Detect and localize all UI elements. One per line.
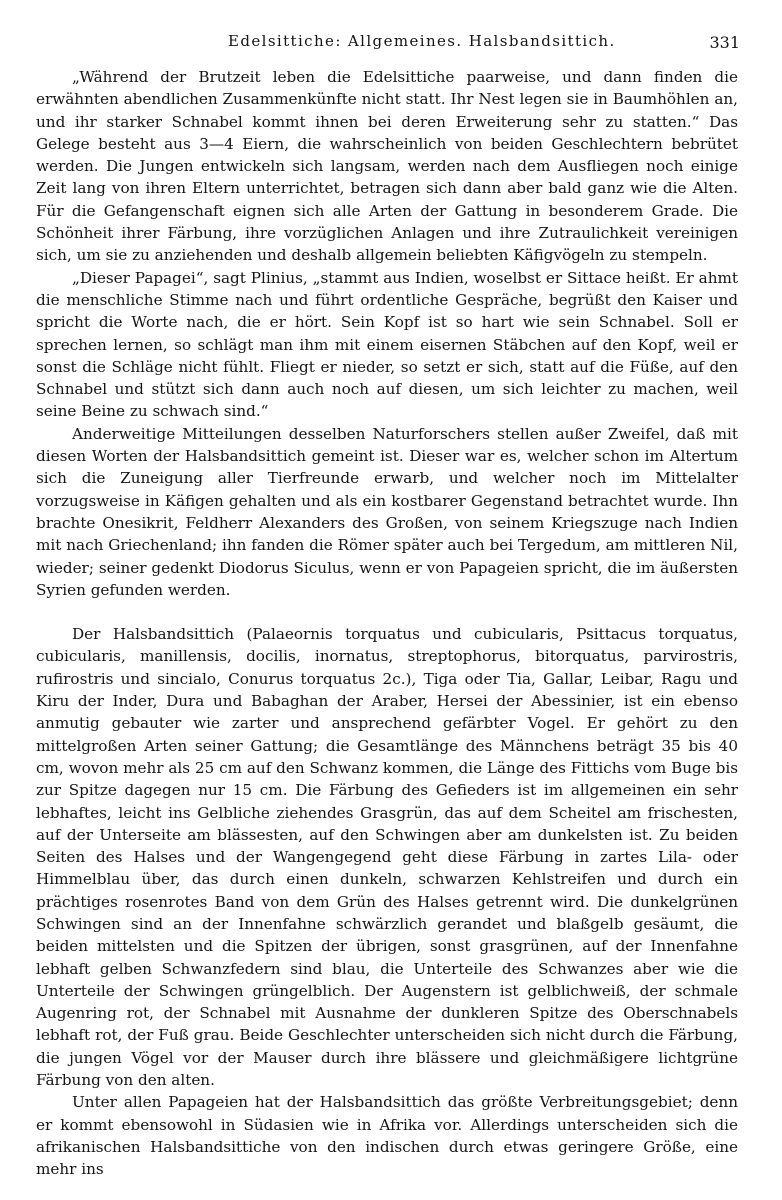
running-head: Edelsittiche: Allgemeines. Halsbandsittich. <box>228 32 616 50</box>
page-number: 331 <box>709 33 740 52</box>
body-text <box>36 66 738 1181</box>
paragraph-history: Anderweitige Mitteilungen desselben Naturforschers stellen außer Zweifel, daß mit diesen Worten der Halsbandsittich gemeint ist. Dieser war es, welcher schon im Altertum sich die Zuneigung aller Tierfreunde erwarb, und welcher noch im Mittelalter vorzugsweise in Käfigen gehalten und als ein kostbarer Gegenstand betrachtet wurde. Ihn brachte Onesikrit, Feldherr Alexanders des Großen, von seinem Kriegszuge nach Indien mit nach Griechenland; ihn fanden die Römer später auch bei Tergedum, am mittleren Nil, wieder; seiner gedenkt Diodorus Siculus, wenn er von Papageien spricht, die im äußersten Syrien gefunden werden. <box>36 424 738 599</box>
paragraph-breeding: „Während der Brutzeit leben die Edelsittiche paarweise, und dann finden die erwähnten abendlichen Zusammenkünfte nicht statt. Ihr Nest legen sie in Baumhöhlen an, und ihr starker Schnabel kommt ihnen bei deren Erweiterung sehr zu statten.“ Das Gelege besteht aus 3—4 Eiern, die wahrscheinlich von beiden Geschlechtern bebrütet werden. Die Jungen entwickeln sich langsam, werden nach dem Ausfliegen noch einige Zeit lang von ihren Eltern unterrichtet, betragen sich dann aber bald ganz wie die Alten. Für die Gefangenschaft eignen sich alle Arten der Gattung in besonderem Grade. Die Schönheit ihrer Färbung, ihre vorzüglichen Anlagen und ihre Zutraulichkeit vereinigen sich, um sie zu anziehenden und deshalb allgemein beliebten Käfigvögeln zu stempeln. <box>36 68 738 265</box>
paragraph-plinius-quote: „Dieser Papagei“, sagt Plinius, „stammt aus Indien, woselbst er Sittace heißt. Er ahmt die menschliche Stimme nach und führt ordentliche Gespräche, begrüßt den Kaiser und spricht die Worte nach, die er hört. Sein Kopf ist so hart wie sein Schnabel. Soll er sprechen lernen, so schlägt man ihm mit einem eisernen Stäbchen auf den Kopf, weil er sonst die Schläge nicht fühlt. Fliegt er nieder, so setzt er sich, statt auf die Füße, auf den Schnabel und stützt sich dann auch noch auf diesen, um sich leichter zu machen, weil seine Beine zu schwach sind.“ <box>36 268 738 421</box>
page-header <box>36 32 746 56</box>
paragraph-distribution: Unter allen Papageien hat der Halsbandsittich das größte Verbreitungsgebiet; denn er kommt ebensowohl in Südasien wie in Afrika vor. Allerdings unterscheiden sich die afrikanischen Halsbandsittiche von den indischen durch etwas geringere Größe, eine mehr ins <box>36 1093 738 1179</box>
paragraph-species-description: Der Halsbandsittich (Palaeornis torquatus und cubicularis, Psittacus torquatus, cubicularis, manillensis, docilis, inornatus, streptophorus, bitorquatus, parvirostris, rufirostris und sincialo, Conurus torquatus 2c.), Tiga oder Tia, Gallar, Leibar, Ragu und Kiru der Inder, Dura und Babaghan der Araber, Hersei der Abessinier, ist ein ebenso anmutig gebauter wie zarter und ansprechend gefärbter Vogel. Er gehört zu den mittelgroßen Arten seiner Gattung; die Gesamtlänge des Männchens beträgt 35 bis 40 cm, wovon mehr als 25 cm auf den Schwanz kommen, die Länge des Fittichs vom Buge bis zur Spitze dagegen nur 15 cm. Die Färbung des Gefieders ist im allgemeinen ein sehr lebhaftes, leicht ins Gelbliche ziehendes Grasgrün, das auf dem Scheitel am frischesten, auf der Unterseite am blässesten, auf den Schwingen aber am dunkelsten ist. Zu beiden Seiten des Halses und der Wangengegend geht diese Färbung in zartes Lila- oder Himmelblau über, das durch einen dunkeln, schwarzen Kehlstreifen und durch ein prächtiges rosenrotes Band von dem Grün des Halses getrennt wird. Die dunkelgrünen Schwingen sind an der Innenfahne schwärzlich gerandet und blaßgelb gesäumt, die beiden mittelsten und die Spitzen der übrigen, sonst grasgrünen, auf der Innenfahne lebhaft gelben Schwanzfedern sind blau, die Unterteile des Schwanzes aber wie die Unterteile der Schwingen grüngelblich. Der Augenstern ist gelblichweiß, der schmale Augenring rot, der Schnabel mit Ausnahme der dunkleren Spitze des Oberschnabels lebhaft rot, der Fuß grau. Beide Geschlechter unterscheiden sich nicht durch die Färbung, die jungen Vögel vor der Mauser durch ihre blässere und gleichmäßigere lichtgrüne Färbung von den alten. <box>36 625 738 1090</box>
